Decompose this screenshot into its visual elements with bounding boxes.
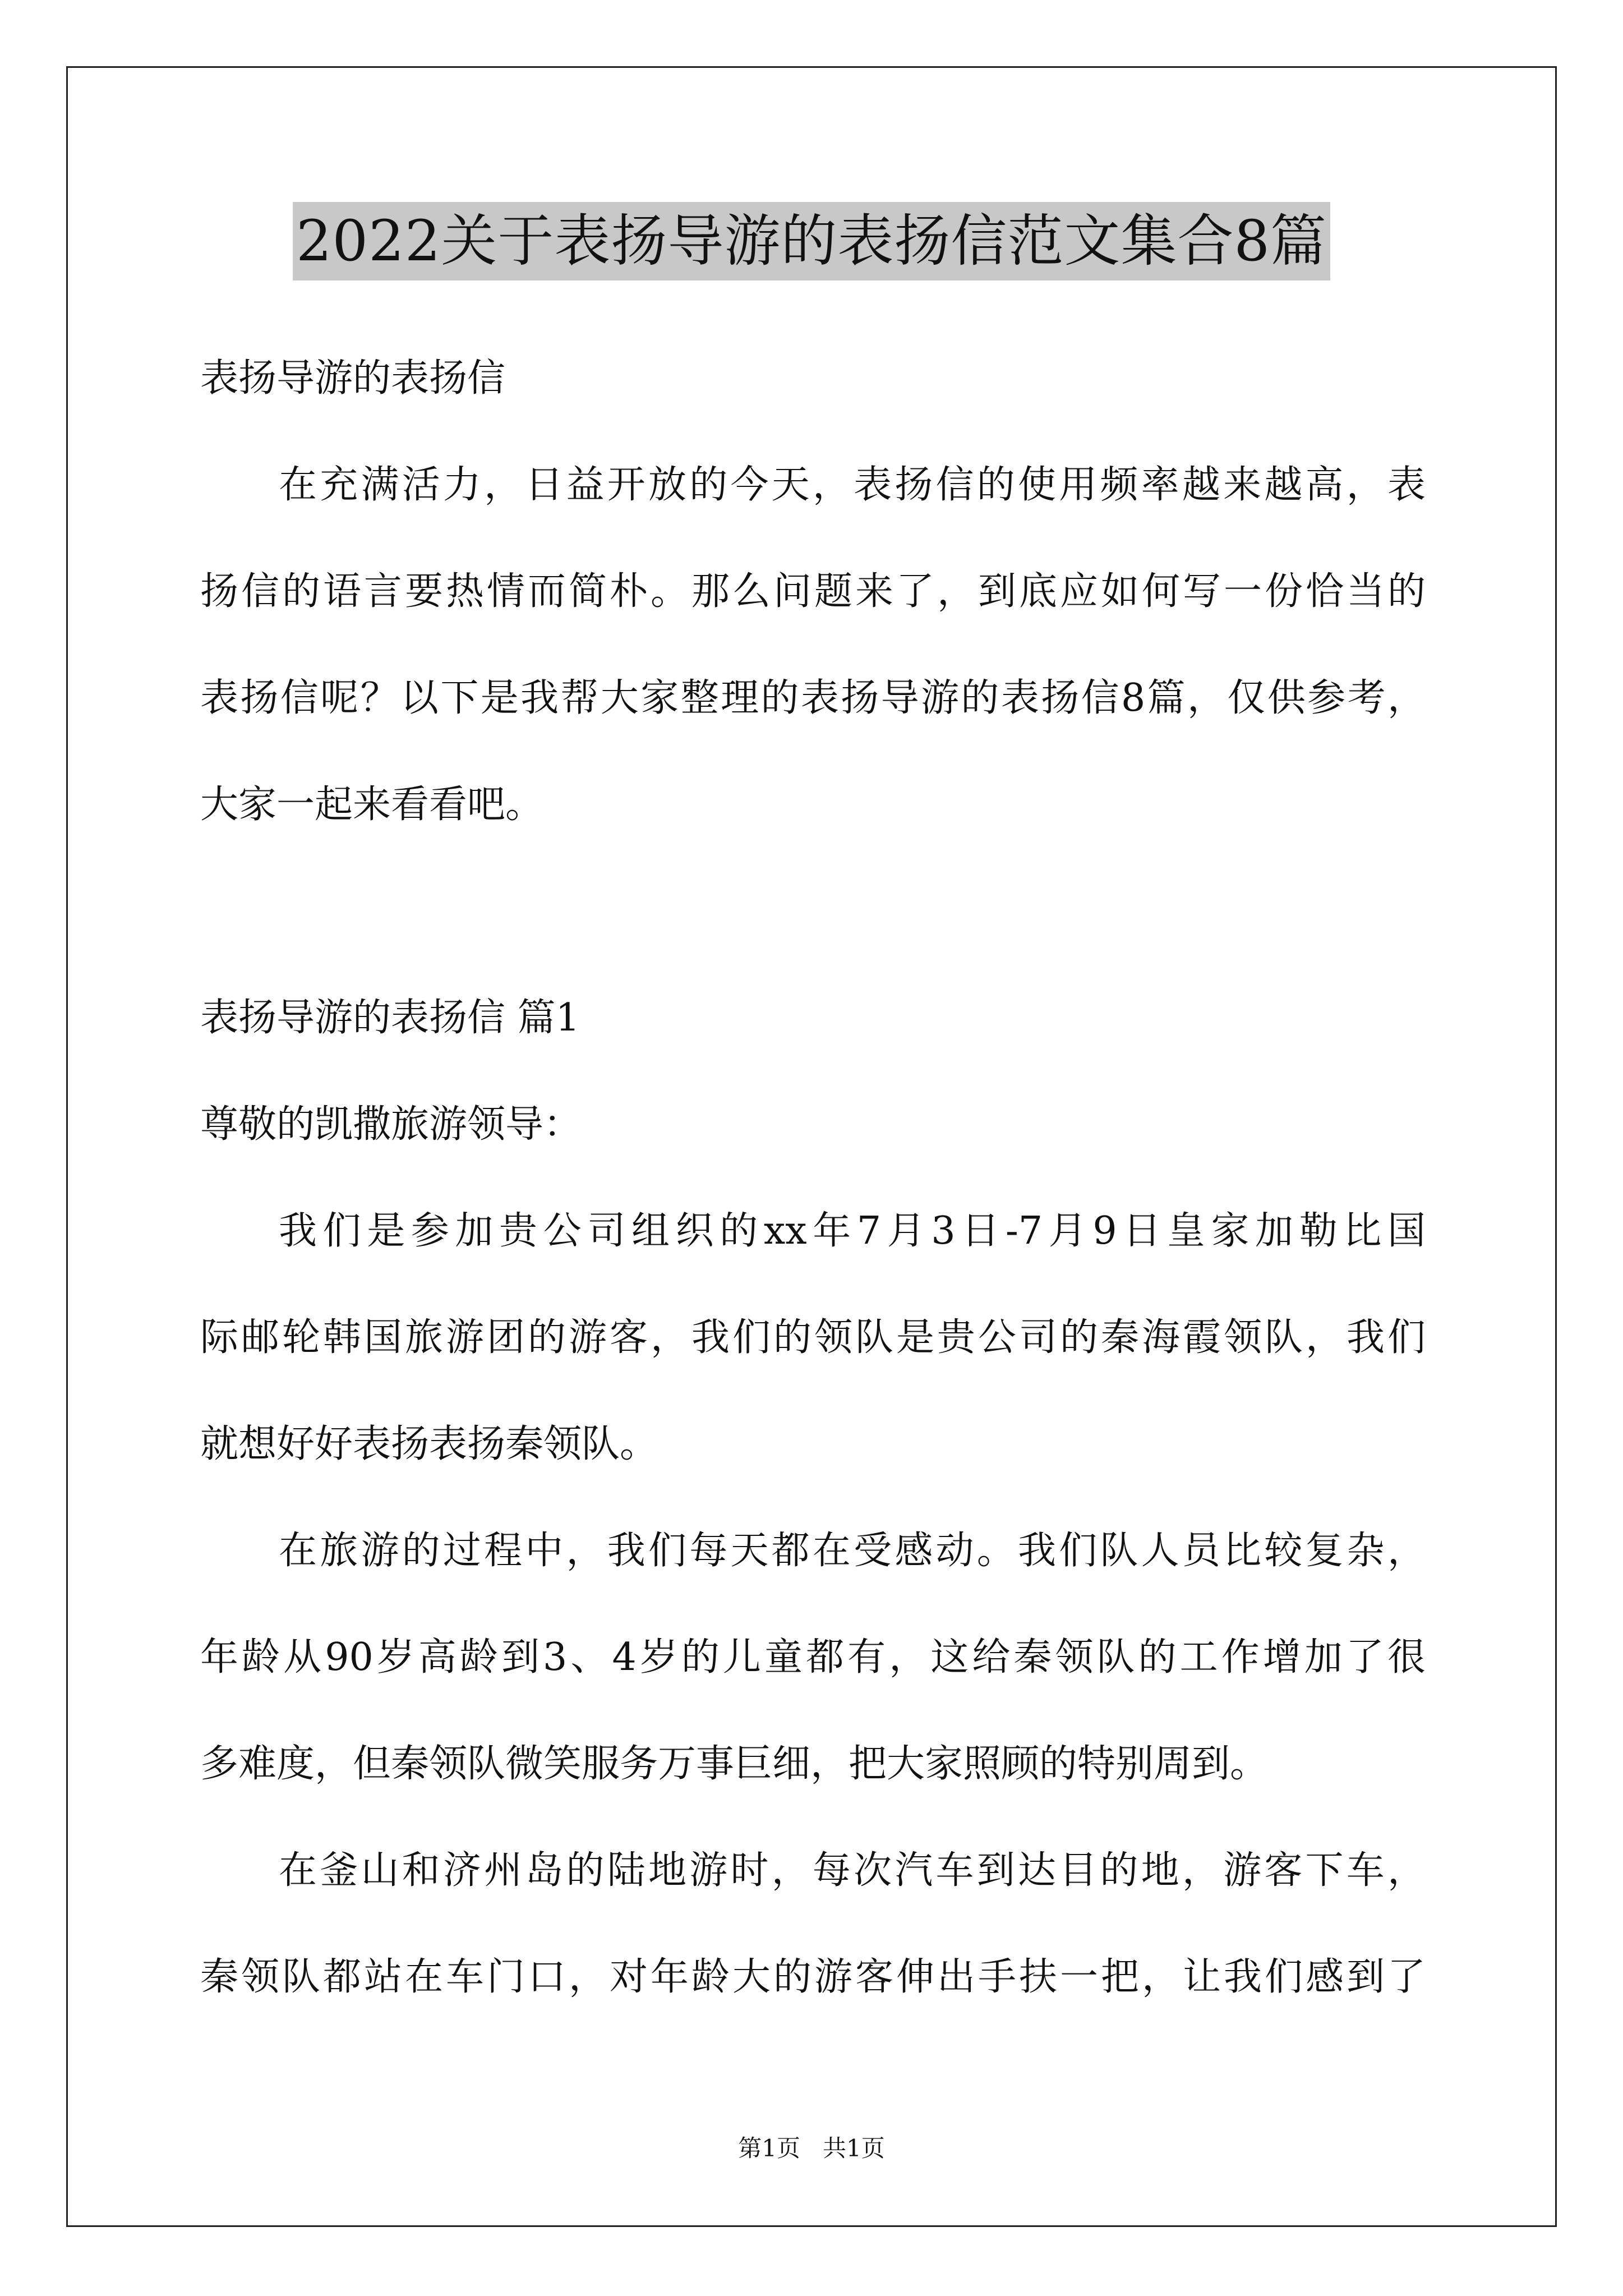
intro-heading: 表扬导游的表扬信 [200, 356, 506, 401]
paragraph-line: 在釜山和济州岛的陆地游时，每次汽车到达目的地，游客下车， [279, 1848, 1426, 1893]
page-number-footer: 第1页 共1页 [738, 2134, 885, 2162]
paragraph-line: 多难度，但秦领队微笑服务万事巨细，把大家照顾的特别周到。 [200, 1742, 1269, 1786]
title-container [0, 202, 1623, 280]
paragraph-line: 年龄从90岁高龄到3、4岁的儿童都有，这给秦领队的工作增加了很 [200, 1635, 1426, 1680]
paragraph-line: 我们是参加贵公司组织的xx年7月3日-7月9日皇家加勒比国 [279, 1209, 1426, 1253]
paragraph-line: 秦领队都站在车门口，对年龄大的游客伸出手扶一把，让我们感到了 [200, 1955, 1426, 1999]
paragraph-line: 在旅游的过程中，我们每天都在受感动。我们队人员比较复杂， [279, 1529, 1426, 1573]
paragraph-line: 际邮轮韩国旅游团的游客，我们的领队是贵公司的秦海霞领队，我们 [200, 1315, 1426, 1360]
paragraph-line: 就想好好表扬表扬秦领队。 [200, 1422, 658, 1466]
intro-line: 扬信的语言要热情而简朴。那么问题来了，到底应如何写一份恰当的 [200, 569, 1426, 614]
intro-line: 大家一起来看看吧。 [200, 783, 544, 827]
salutation: 尊敬的凯撒旅游领导： [200, 1102, 582, 1147]
intro-line: 在充满活力，日益开放的今天，表扬信的使用频率越来越高，表 [279, 463, 1426, 507]
section-heading: 表扬导游的表扬信 篇1 [200, 996, 580, 1040]
document-title: 2022关于表扬导游的表扬信范文集合8篇 [293, 202, 1330, 280]
intro-line: 表扬信呢？以下是我帮大家整理的表扬导游的表扬信8篇，仅供参考， [200, 676, 1426, 720]
